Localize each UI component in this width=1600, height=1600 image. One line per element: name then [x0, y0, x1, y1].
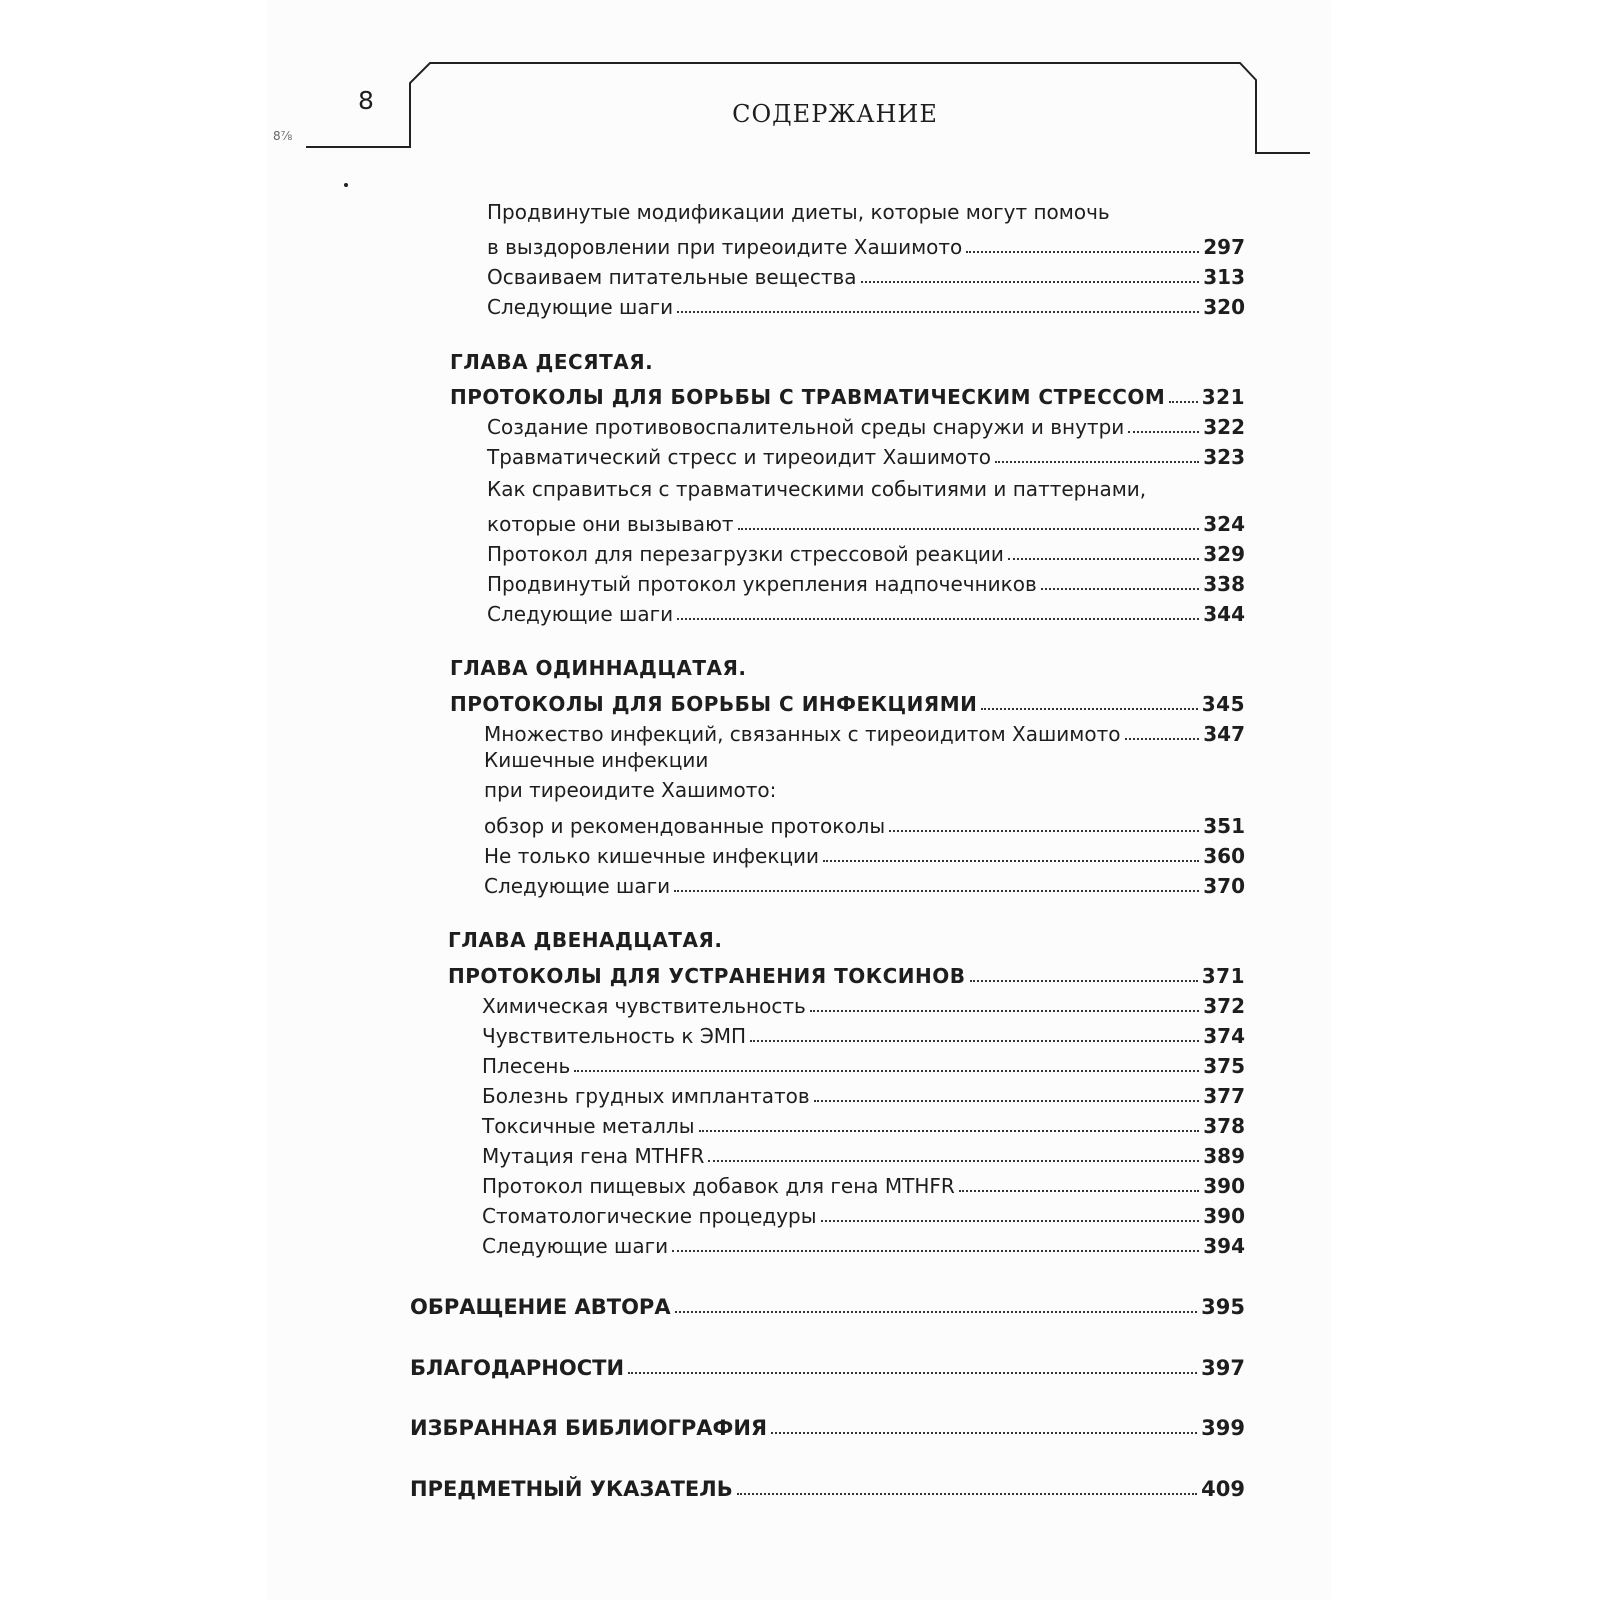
dot-leader	[675, 1311, 1198, 1313]
toc-entry-text: ПРЕДМЕТНЫЙ УКАЗАТЕЛЬ	[410, 1477, 733, 1501]
chapter-heading: ГЛАВА ДВЕНАДЦАТАЯ.	[448, 928, 723, 952]
toc-page-number: 347	[1203, 722, 1245, 746]
toc-entry[interactable]	[482, 1074, 1245, 1108]
dot-leader	[970, 980, 1198, 982]
toc-chapter-entry[interactable]	[448, 954, 1245, 988]
toc-entry-text: Болезнь грудных имплантатов	[482, 1084, 810, 1108]
dot-leader	[995, 461, 1199, 463]
toc-entry-text: Стоматологические процедуры	[482, 1204, 817, 1228]
dot-leader	[814, 1100, 1200, 1102]
toc-section-entry[interactable]	[410, 1406, 1245, 1440]
dot-leader	[738, 528, 1200, 530]
toc-entry[interactable]	[487, 255, 1245, 289]
dot-leader	[699, 1130, 1200, 1132]
toc-page-number: 377	[1203, 1084, 1245, 1108]
toc-page-number: 399	[1201, 1416, 1245, 1440]
toc-page-number: 351	[1203, 814, 1245, 838]
toc-entry[interactable]	[482, 1224, 1245, 1258]
dot-leader	[821, 1220, 1200, 1222]
toc-page-number: 409	[1201, 1477, 1245, 1501]
dot-leader	[750, 1040, 1199, 1042]
toc-page-number: 389	[1203, 1144, 1245, 1168]
dot-leader	[966, 251, 1199, 253]
dot-leader	[810, 1010, 1199, 1012]
toc-page-number: 324	[1203, 512, 1245, 536]
toc-entry-text: Мутация гена MTHFR	[482, 1144, 705, 1168]
chapter-heading: ГЛАВА ОДИННАДЦАТАЯ.	[450, 656, 747, 680]
corner-mark: 8⅞	[273, 129, 293, 143]
toc-entry[interactable]	[482, 1164, 1245, 1198]
toc-entry[interactable]	[487, 532, 1245, 566]
dot-leader	[889, 830, 1199, 832]
dot-leader	[574, 1070, 1199, 1072]
toc-entry[interactable]	[487, 225, 1245, 259]
toc-entry-text: Множество инфекций, связанных с тиреоидитом Хашимото	[484, 722, 1121, 746]
toc-entry[interactable]	[487, 435, 1245, 469]
toc-entry[interactable]	[482, 1194, 1245, 1228]
toc-page-number: 375	[1203, 1054, 1245, 1078]
toc-entry-text: Травматический стресс и тиреоидит Хашимото	[487, 445, 992, 469]
toc-entry[interactable]	[487, 592, 1245, 626]
page-number: 8	[358, 86, 374, 115]
toc-page-number: 329	[1203, 542, 1245, 566]
toc-entry[interactable]	[487, 285, 1245, 319]
toc-entry-text: Не только кишечные инфекции	[484, 844, 820, 868]
toc-entry[interactable]	[487, 562, 1245, 596]
toc-entry[interactable]	[482, 1014, 1245, 1048]
dot-leader	[823, 860, 1199, 862]
toc-entry-text: Токсичные металлы	[482, 1114, 695, 1138]
toc-page-number: 372	[1203, 994, 1245, 1018]
dot-leader	[771, 1432, 1197, 1434]
dot-leader	[708, 1160, 1199, 1162]
toc-entry-text: Продвинутый протокол укрепления надпочечников	[487, 572, 1037, 596]
toc-page-number: 371	[1201, 964, 1245, 988]
toc-page-number: 313	[1203, 265, 1245, 289]
toc-entry-text: при тиреоидите Хашимото:	[484, 778, 777, 802]
toc-page-number: 374	[1203, 1024, 1245, 1048]
toc-entry-text: Чувствительность к ЭМП	[482, 1024, 747, 1048]
toc-entry-text: ОБРАЩЕНИЕ АВТОРА	[410, 1295, 671, 1319]
toc-page-number: 338	[1203, 572, 1245, 596]
toc-entry[interactable]	[484, 804, 1245, 838]
toc-entry[interactable]	[482, 1044, 1245, 1078]
toc-entry[interactable]	[484, 834, 1245, 868]
dot-leader	[677, 618, 1199, 620]
dot-leader	[737, 1493, 1197, 1495]
toc-entry-text: ПРОТОКОЛЫ ДЛЯ УСТРАНЕНИЯ ТОКСИНОВ	[448, 964, 966, 988]
toc-page-number: 394	[1203, 1234, 1245, 1258]
dot-leader	[861, 281, 1200, 283]
toc-entry-text: Создание противовоспалительной среды снаружи и внутри	[487, 415, 1125, 439]
toc-page-number: 390	[1203, 1174, 1245, 1198]
toc-page-number: 360	[1203, 844, 1245, 868]
toc-entry-text: в выздоровлении при тиреоидите Хашимото	[487, 235, 963, 259]
toc-page-number: 297	[1203, 235, 1245, 259]
toc-page-number: 344	[1203, 602, 1245, 626]
toc-entry[interactable]	[487, 502, 1245, 536]
toc-entry-text: Следующие шаги	[484, 874, 671, 898]
toc-entry[interactable]	[482, 1104, 1245, 1138]
toc-chapter-entry[interactable]	[450, 375, 1245, 409]
dot-leader	[672, 1250, 1199, 1252]
dot-leader	[1008, 558, 1199, 560]
toc-page-number: 323	[1203, 445, 1245, 469]
toc-entry-text: Протокол пищевых добавок для гена MTHFR	[482, 1174, 955, 1198]
toc-entry-text: ПРОТОКОЛЫ ДЛЯ БОРЬБЫ С ТРАВМАТИЧЕСКИМ СТРЕССОМ	[450, 385, 1166, 409]
toc-entry-text: Протокол для перезагрузки стрессовой реакции	[487, 542, 1004, 566]
toc-entry-text: обзор и рекомендованные протоколы	[484, 814, 886, 838]
dot-leader	[981, 708, 1197, 710]
toc-page-number: 345	[1201, 692, 1245, 716]
dot-leader	[677, 311, 1199, 313]
dot-leader	[628, 1372, 1197, 1374]
dot-leader	[1128, 431, 1199, 433]
toc-chapter-entry[interactable]	[450, 682, 1245, 716]
toc-entry-text: Следующие шаги	[487, 602, 674, 626]
toc-entry[interactable]	[482, 984, 1245, 1018]
toc-entry-text: Плесень	[482, 1054, 571, 1078]
toc-entry[interactable]	[482, 1134, 1245, 1168]
toc-entry[interactable]	[484, 864, 1245, 898]
toc-entry-text: Химическая чувствительность	[482, 994, 806, 1018]
toc-entry-text: которые они вызывают	[487, 512, 734, 536]
toc-entry-text: Как справиться с травматическими событиями и паттернами,	[487, 477, 1147, 501]
dot-leader	[1125, 738, 1200, 740]
toc-entry[interactable]	[484, 712, 1245, 746]
toc-section-entry[interactable]	[410, 1285, 1245, 1319]
toc-entry-text: Следующие шаги	[487, 295, 674, 319]
toc-page-number: 322	[1203, 415, 1245, 439]
toc-entry-text: Продвинутые модификации диеты, которые могут помочь	[487, 200, 1110, 224]
toc-entry-text: Следующие шаги	[482, 1234, 669, 1258]
toc-entry[interactable]	[487, 405, 1245, 439]
toc-section-entry[interactable]	[410, 1467, 1245, 1501]
dot-leader	[1169, 401, 1197, 403]
section-title: СОДЕРЖАНИЕ	[732, 100, 938, 128]
toc-page-number: 320	[1203, 295, 1245, 319]
toc-page-number: 321	[1201, 385, 1245, 409]
chapter-heading: ГЛАВА ДЕСЯТАЯ.	[450, 350, 654, 374]
toc-section-entry[interactable]	[410, 1346, 1245, 1380]
dot-leader	[959, 1190, 1199, 1192]
toc-entry-text: ИЗБРАННАЯ БИБЛИОГРАФИЯ	[410, 1416, 768, 1440]
toc-entry-text: Осваиваем питательные вещества	[487, 265, 857, 289]
toc-page-number: 395	[1201, 1295, 1245, 1319]
toc-page-number: 370	[1203, 874, 1245, 898]
dot-leader	[1041, 588, 1199, 590]
toc-page-number: 390	[1203, 1204, 1245, 1228]
toc-page-number: 378	[1203, 1114, 1245, 1138]
toc-entry-text: Кишечные инфекции	[484, 748, 709, 772]
toc-entry-text: БЛАГОДАРНОСТИ	[410, 1356, 625, 1380]
dot-leader	[674, 890, 1199, 892]
toc-entry-text: ПРОТОКОЛЫ ДЛЯ БОРЬБЫ С ИНФЕКЦИЯМИ	[450, 692, 978, 716]
toc-page-number: 397	[1201, 1356, 1245, 1380]
